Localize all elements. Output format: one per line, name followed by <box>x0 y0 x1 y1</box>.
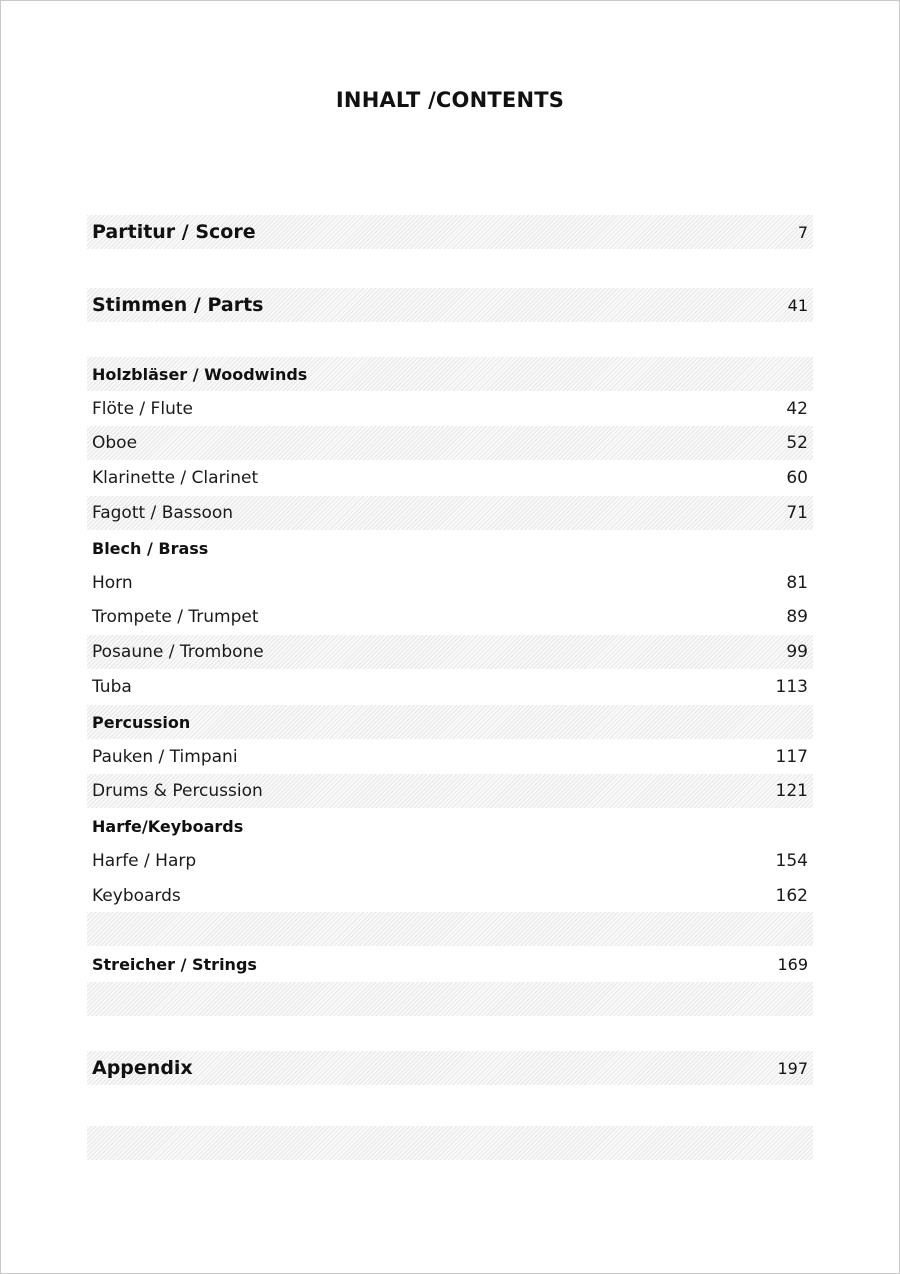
toc-entry-label: Streicher / Strings <box>92 954 257 974</box>
toc-entry-page: 89 <box>786 607 808 627</box>
toc-section-heading: Percussion <box>92 712 191 732</box>
toc-entry-horn[interactable] <box>92 566 808 600</box>
toc-entry-label: Stimmen / Parts <box>92 294 264 316</box>
toc-entry-strings[interactable] <box>92 947 808 981</box>
toc-entry-label: Partitur / Score <box>92 221 256 243</box>
toc-entry-page: 197 <box>777 1058 808 1078</box>
toc-entry-label: Oboe <box>92 433 138 453</box>
toc-section-percussion <box>92 705 808 739</box>
toc-section-woodwinds <box>92 357 808 391</box>
toc-entry-page: 154 <box>775 851 808 871</box>
row-stripe <box>87 912 813 946</box>
toc-entry-clarinet[interactable] <box>92 461 808 495</box>
toc-entry-page: 81 <box>786 573 808 593</box>
toc-section-keyboards <box>92 809 808 843</box>
toc-entry-label: Keyboards <box>92 886 181 906</box>
toc-entry-page: 113 <box>775 677 808 697</box>
toc-section-heading: Blech / Brass <box>92 538 209 558</box>
toc-entry-label: Horn <box>92 573 133 593</box>
toc-section-heading: Holzbläser / Woodwinds <box>92 364 308 384</box>
toc-entry-page: 41 <box>787 295 808 315</box>
page-title: INHALT /CONTENTS <box>335 88 565 112</box>
toc-entry-parts[interactable] <box>92 288 808 322</box>
toc-entry-bassoon[interactable] <box>92 496 808 530</box>
toc-entry-flute[interactable] <box>92 392 808 426</box>
toc-entry-label: Klarinette / Clarinet <box>92 468 259 488</box>
toc-entry-label: Trompete / Trumpet <box>92 607 259 627</box>
toc-entry-page: 117 <box>775 747 808 767</box>
toc-entry-page: 71 <box>786 503 808 523</box>
toc-entry-drums-percussion[interactable] <box>92 774 808 808</box>
toc-entry-harp[interactable] <box>92 844 808 878</box>
row-stripe <box>87 982 813 1016</box>
toc-entry-keyboards[interactable] <box>92 879 808 913</box>
toc-entry-page: 169 <box>777 954 808 974</box>
toc-entry-page: 162 <box>775 886 808 906</box>
toc-entry-page: 121 <box>775 781 808 801</box>
toc-entry-label: Appendix <box>92 1057 193 1079</box>
toc-entry-label: Harfe / Harp <box>92 851 197 871</box>
toc-entry-timpani[interactable] <box>92 740 808 774</box>
toc-entry-label: Flöte / Flute <box>92 399 193 419</box>
toc-entry-label: Posaune / Trombone <box>92 642 264 662</box>
toc-entry-oboe[interactable] <box>92 426 808 460</box>
toc-entry-appendix[interactable] <box>92 1051 808 1085</box>
toc-entry-trombone[interactable] <box>92 635 808 669</box>
toc-entry-tuba[interactable] <box>92 670 808 704</box>
toc-entry-trumpet[interactable] <box>92 600 808 634</box>
toc-entry-label: Drums & Percussion <box>92 781 263 801</box>
toc-entry-label: Tuba <box>92 677 132 697</box>
toc-entry-page: 52 <box>786 433 808 453</box>
toc-entry-score[interactable] <box>92 215 808 249</box>
toc-entry-page: 99 <box>786 642 808 662</box>
toc-entry-label: Pauken / Timpani <box>92 747 238 767</box>
toc-section-brass <box>92 531 808 565</box>
toc-entry-label: Fagott / Bassoon <box>92 503 234 523</box>
toc-section-heading: Harfe/Keyboards <box>92 816 244 836</box>
toc-entry-page: 7 <box>797 222 808 242</box>
toc-entry-page: 42 <box>786 399 808 419</box>
toc-entry-page: 60 <box>786 468 808 488</box>
row-stripe <box>87 1126 813 1160</box>
